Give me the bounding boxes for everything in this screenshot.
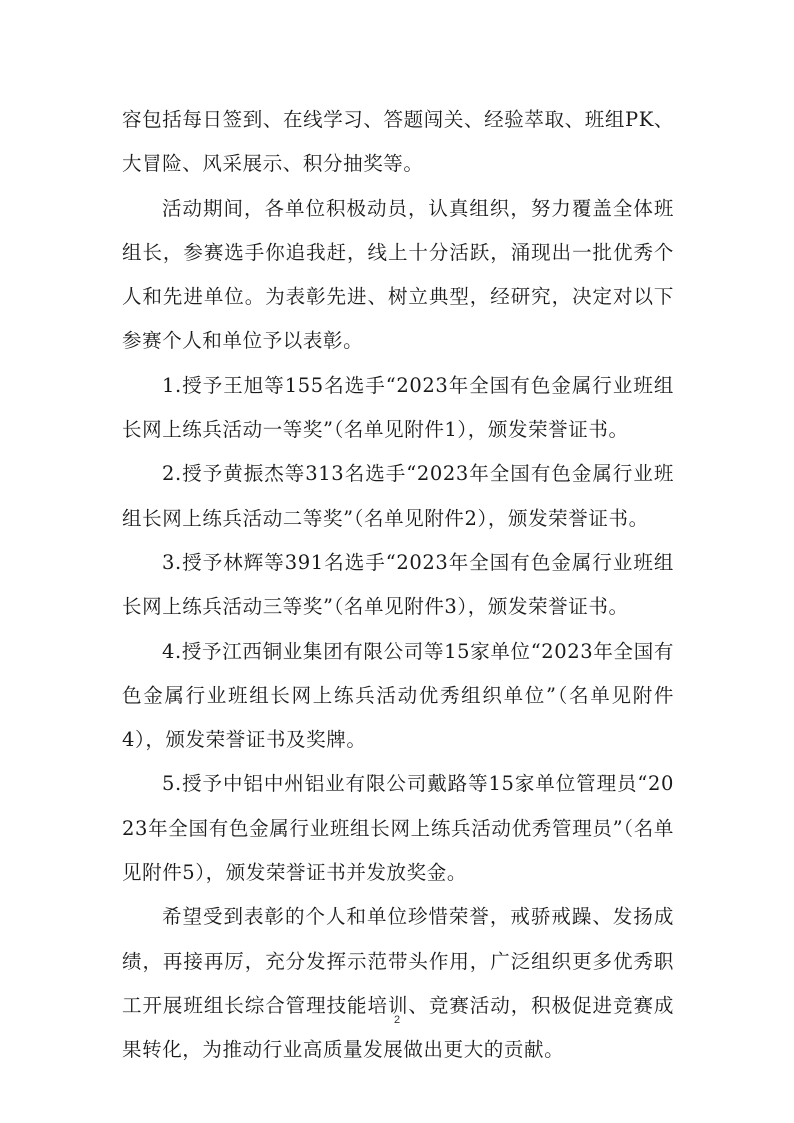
paragraph-award-administrator: 5.授予中铝中州铝业有限公司戴路等15家单位管理员“2023年全国有色金属行业班组长网上练兵活动优秀管理员”（名单见附件5），颁发荣誉证书并发放奖金。 <box>122 772 674 885</box>
page-number: 2 <box>393 1014 401 1026</box>
paragraph-award-second-prize: 2.授予黄振杰等313名选手“2023年全国有色金属行业班组长网上练兵活动二等奖”（名单见附件2），颁发荣誉证书。 <box>122 462 674 530</box>
paragraph-award-organization: 4.授予江西铜业集团有限公司等15家单位“2023年全国有色金属行业班组长网上练兵活动优秀组织单位”（名单见附件4），颁发荣誉证书及奖牌。 <box>122 639 674 752</box>
paragraph-closing-hope: 希望受到表彰的个人和单位珍惜荣誉，戒骄戒躁、发扬成绩，再接再厉，充分发挥示范带头作用，广泛组织更多优秀职工开展班组长综合管理技能培训、竞赛活动，积极促进竞赛成果转化，为推动行业高质量发展做出更大的贡献。 <box>122 905 674 1062</box>
document-body <box>122 98 674 1073</box>
paragraph-award-first-prize: 1.授予王旭等155名选手“2023年全国有色金属行业班组长网上练兵活动一等奖”（名单见附件1），颁发荣誉证书。 <box>122 373 674 442</box>
paragraph-activity-summary: 活动期间，各单位积极动员，认真组织，努力覆盖全体班组长，参赛选手你追我赶，线上十分活跃，涌现出一批优秀个人和先进单位。为表彰先进、树立典型，经研究，决定对以下参赛个人和单位予以表彰。 <box>122 196 674 353</box>
paragraph-award-third-prize: 3.授予林辉等391名选手“2023年全国有色金属行业班组长网上练兵活动三等奖”（名单见附件3），颁发荣誉证书。 <box>122 550 674 619</box>
paragraph-activity-content: 容包括每日签到、在线学习、答题闯关、经验萃取、班组PK、大冒险、风采展示、积分抽奖等。 <box>122 108 674 176</box>
